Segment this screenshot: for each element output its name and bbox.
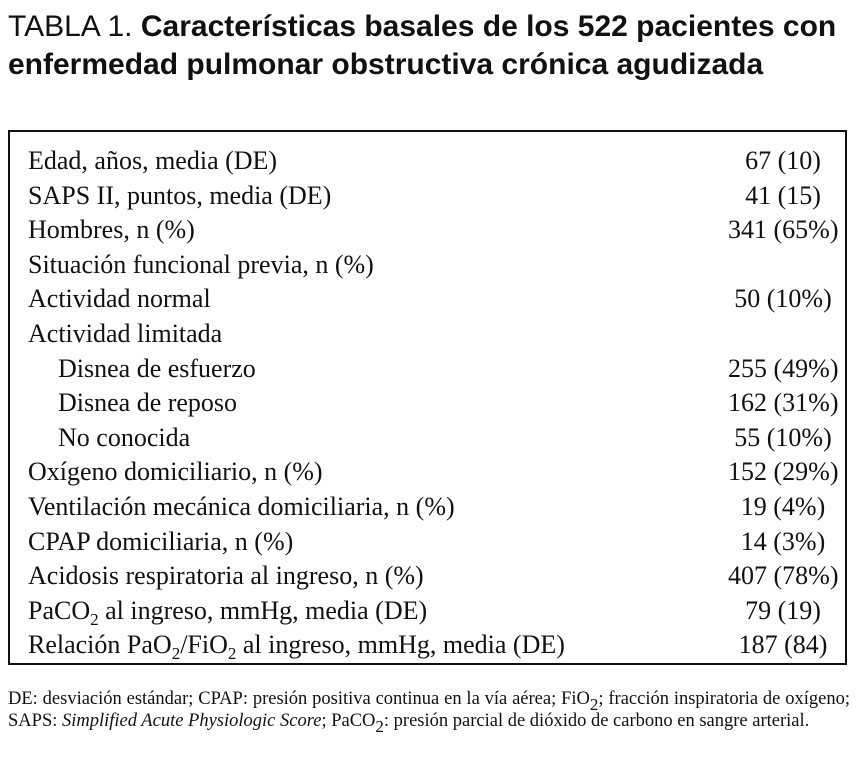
- row-value-cell: [728, 421, 838, 456]
- row-label: Oxígeno domiciliario, n (%): [28, 457, 323, 487]
- row-value-cell: [728, 213, 838, 248]
- paco2-label-pre: PaCO: [28, 595, 91, 625]
- table-row: [28, 179, 838, 214]
- footnote-italic: Simplified Acute Physiologic Score: [62, 711, 322, 731]
- row-value: 50 (10%): [734, 284, 832, 314]
- row-label: CPAP domiciliaria, n (%): [28, 526, 294, 556]
- row-value-cell: [728, 352, 838, 387]
- row-value: [728, 594, 838, 629]
- characteristics-table-frame: [8, 130, 847, 665]
- row-value: [728, 628, 838, 663]
- table-row: [28, 559, 838, 594]
- table-row: [28, 317, 838, 352]
- ratio-value: 187 (84): [738, 630, 828, 660]
- row-label: Actividad normal: [28, 284, 211, 314]
- row-value-cell: [728, 386, 838, 421]
- row-label: Situación funcional previa, n (%): [28, 249, 374, 279]
- row-value: 255 (49%): [728, 353, 839, 383]
- row-value-cell: [728, 455, 838, 490]
- characteristics-table: [28, 144, 838, 663]
- table-row: [28, 386, 838, 421]
- row-value: 19 (4%): [740, 491, 826, 521]
- paco2-label-post: al ingreso, mmHg, media (DE): [98, 595, 428, 625]
- footnote-part-2: ; fracción inspiratoria de oxígeno; SAPS:: [8, 689, 850, 731]
- ratio-label-mid: /FiO: [180, 630, 228, 660]
- row-value-cell: [728, 282, 838, 317]
- paco2-value: 79 (19): [745, 595, 821, 625]
- paco2-subscript: 2: [90, 609, 99, 629]
- table-row: [28, 144, 838, 179]
- table-label: TABLA 1.: [8, 10, 133, 43]
- row-value-cell: [728, 248, 838, 283]
- table-row: [28, 352, 838, 387]
- table-row: [28, 213, 838, 248]
- row-label: SAPS II, puntos, media (DE): [28, 180, 332, 210]
- footnote-part-1: DE: desviación estándar; CPAP: presión positiva continua en la vía aérea; FiO: [8, 689, 590, 709]
- table-row: [28, 421, 838, 456]
- row-value: 162 (31%): [728, 388, 839, 418]
- footnote-sub-2: 2: [375, 717, 384, 736]
- table-row-ratio: [28, 628, 838, 663]
- ratio-label-post: al ingreso, mmHg, media (DE): [236, 630, 565, 660]
- table-caption: Características basales de los 522 pacientes con enfermedad pulmonar obstructiva crónica agudizada: [8, 10, 837, 81]
- row-label: Disnea de esfuerzo: [58, 353, 256, 383]
- footnote-part-4: : presión parcial de dióxido de carbono en sangre arterial.: [383, 711, 810, 731]
- table-row: [28, 490, 838, 525]
- table-row: [28, 525, 838, 560]
- row-value-cell: [728, 490, 838, 525]
- ratio-label-pre: Relación PaO: [28, 630, 172, 660]
- row-label: Edad, años, media (DE): [28, 146, 278, 175]
- table-row: [28, 282, 838, 317]
- row-label: Actividad limitada: [28, 318, 223, 348]
- row-label: Ventilación mecánica domiciliaria, n (%): [28, 491, 455, 521]
- row-value-cell: [728, 179, 838, 214]
- ratio-subscript-2: 2: [227, 644, 237, 664]
- row-value: 407 (78%): [728, 561, 839, 591]
- row-value-cell: [728, 559, 838, 594]
- table-body: [28, 144, 838, 663]
- row-label: No conocida: [58, 422, 191, 452]
- table-row: [28, 248, 838, 283]
- row-value: 55 (10%): [734, 422, 832, 452]
- row-label: Hombres, n (%): [28, 215, 195, 245]
- row-value-cell: [728, 525, 838, 560]
- row-value: 67 (10): [745, 146, 821, 175]
- row-value-cell: [728, 144, 838, 179]
- footnote-sub-1: 2: [589, 695, 599, 714]
- ratio-subscript-1: 2: [171, 644, 181, 664]
- table-footnote: [8, 688, 850, 736]
- row-value-cell: [728, 317, 838, 352]
- row-label: [28, 628, 728, 663]
- table-title: [8, 8, 853, 84]
- row-label: Acidosis respiratoria al ingreso, n (%): [28, 561, 424, 591]
- table-row: [28, 455, 838, 490]
- footnote-part-3: ; PaCO: [321, 711, 376, 731]
- row-value: 41 (15): [745, 180, 821, 210]
- row-value: 14 (3%): [740, 526, 826, 556]
- row-value: 341 (65%): [728, 215, 839, 245]
- row-label: [28, 594, 728, 629]
- table-row-paco2: [28, 594, 838, 629]
- row-label: Disnea de reposo: [58, 388, 238, 418]
- row-value: 152 (29%): [728, 457, 839, 487]
